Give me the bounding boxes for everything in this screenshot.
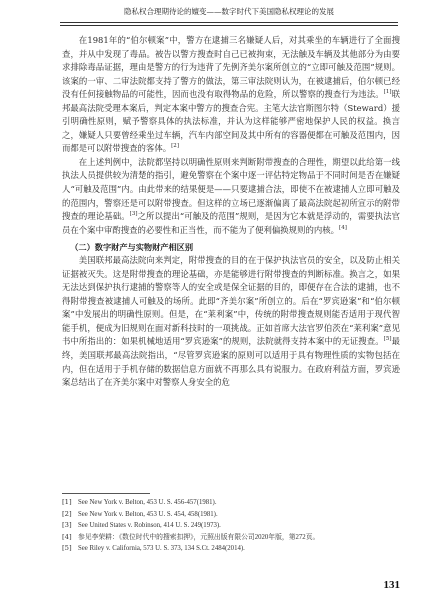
footnote (62, 543, 400, 555)
footnote-number: [5] (62, 544, 72, 553)
footnote-rule (62, 493, 150, 494)
paragraph-text: 美国联邦最高法院向来判定，附带搜查的目的在于保护执法官员的安全，以及防止相关证据被灭失。这是附带搜查的理论基础，亦是能够进行附带搜查的判断标准。换言之，如果无法达到保护执行逮捕的警察等人的安全或是保全证据的目的，即便存在合法的逮捕，也不得附带搜查被逮捕人可触及的场所。此即“齐美尔案”所创立的。后在“罗宾逊案”和“伯尔顿案”中发展出的明确性原则。但是，在“莱利案”中，传统的附带搜查规则能否适用于现代智能手机，便成为旧规则在面对新科技时的一项挑战。正如首席大法官罗伯茨在“莱利案”意见书中所指出的：如果机械地适用“罗宾逊案”的规则，法院就得支持本案中的无证搜查。 (62, 255, 400, 347)
paragraph-text: 之所以提出“可触及的范围”规则，是因为它本就是浮动的，需要执法官员在个案中审酌搜查的必要性和正当性，而不能为了便利偏换规则的内核。 (62, 211, 400, 235)
footnote-text: See United States v. Robinson, 414 U. S. 249(1973). (78, 522, 221, 530)
footnote-ref: [5] (383, 336, 392, 343)
footnote-text: See Riley v. California, 573 U. S. 373, 134 S.Ct. 2484(2014). (78, 545, 245, 553)
page-number: 131 (383, 579, 400, 591)
footnote-ref: [1] (383, 89, 392, 96)
footnotes (62, 497, 400, 555)
body-text (62, 34, 400, 390)
running-header: 隐私权合理期待论的嬗变——数字时代下美国隐私权理论的发展 (124, 7, 334, 16)
footnote (62, 497, 400, 509)
footnote-number: [2] (62, 509, 72, 518)
paragraph (62, 34, 400, 156)
footnote-text: See New York v. Belton, 453 U. S. 456-457(1981). (78, 499, 217, 506)
footnote-ref: [3] (129, 211, 138, 218)
header-rule-top (60, 22, 398, 23)
paragraph-text: 在1981年的“伯尔顿案”中，警方在逮捕三名嫌疑人后，对其乘坐的车辆进行了全面搜查，并从中发现了毒品。被告以警方搜查时自己已被拘束，无法触及车辆及其他部分为由要求排除毒品证据，理由是警方的行为违背了先例齐美尔案所创立的“立即可触及范围”规则。该案的一审、二审法院都支持了警方的做法，第三审法院则认为，在被逮捕后，伯尔顿已经没有任何接触物品的可能性，因而也没有取得物品的危险，所以警察的搜查行为违法。 (62, 35, 400, 100)
paragraph-text: 联邦最高法院受理本案后，判定本案中警方的搜查合宪。主笔大法官斯图尔特（Steward）援引明确性原则，赋予警察具体的执法标准，并认为这样能够严密地保护人民的权益。换言之，嫌疑人只要曾经乘坐过车辆，汽车内部空间及其中所有的容器便都在可触及范围内，因而都是可以附带搜查的客体。 (62, 89, 400, 154)
header-rule-bottom (60, 25, 398, 26)
footnote-text: 参见李荣耕：《数位时代中的搜索扣押》，元照出版有限公司2020年版，第272页。 (78, 533, 320, 541)
footnote (62, 509, 400, 521)
footnote-number: [1] (62, 498, 72, 506)
paragraph-text: 最终，美国联邦最高法院指出，“尽管罗宾逊案的原则可以适用于具有物理性质的实物包括在内，但在适用于手机存储的数据信息方面就不再那么具有说服力。在政府利益方面，罗宾逊案总结出了在齐美尔案中对警察人身安全的危 (62, 336, 400, 388)
paragraph-text: 在上述判例中，法院都坚持以明确性原则来判断附带搜查的合理性，期望以此给第一线执法人员提供较为清楚的指引，避免警察在个案中逐一评估特定物品于不同时间是否在嫌疑人“可触及范围”内。由此带来的结果便是——只要逮捕合法，即使不在被逮捕人立即可触及的范围内，警察还是可以附带搜查。但这样的立场已逐渐偏离了最高法院起初所宣示的附带搜查的理论基础。 (62, 156, 400, 222)
footnote-ref: [2] (171, 143, 179, 150)
footnote-number: [3] (62, 521, 72, 530)
footnote (62, 532, 400, 544)
paragraph (62, 156, 400, 237)
footnote-number: [4] (62, 532, 72, 541)
footnote-ref: [4] (339, 224, 347, 231)
footnote (62, 520, 400, 532)
paragraph (62, 254, 400, 389)
section-heading: （二）数字财产与实物财产相区别 (70, 242, 194, 253)
footnote-text: See New York v. Belton, 453 U. S. 454, 458(1981). (78, 510, 218, 518)
